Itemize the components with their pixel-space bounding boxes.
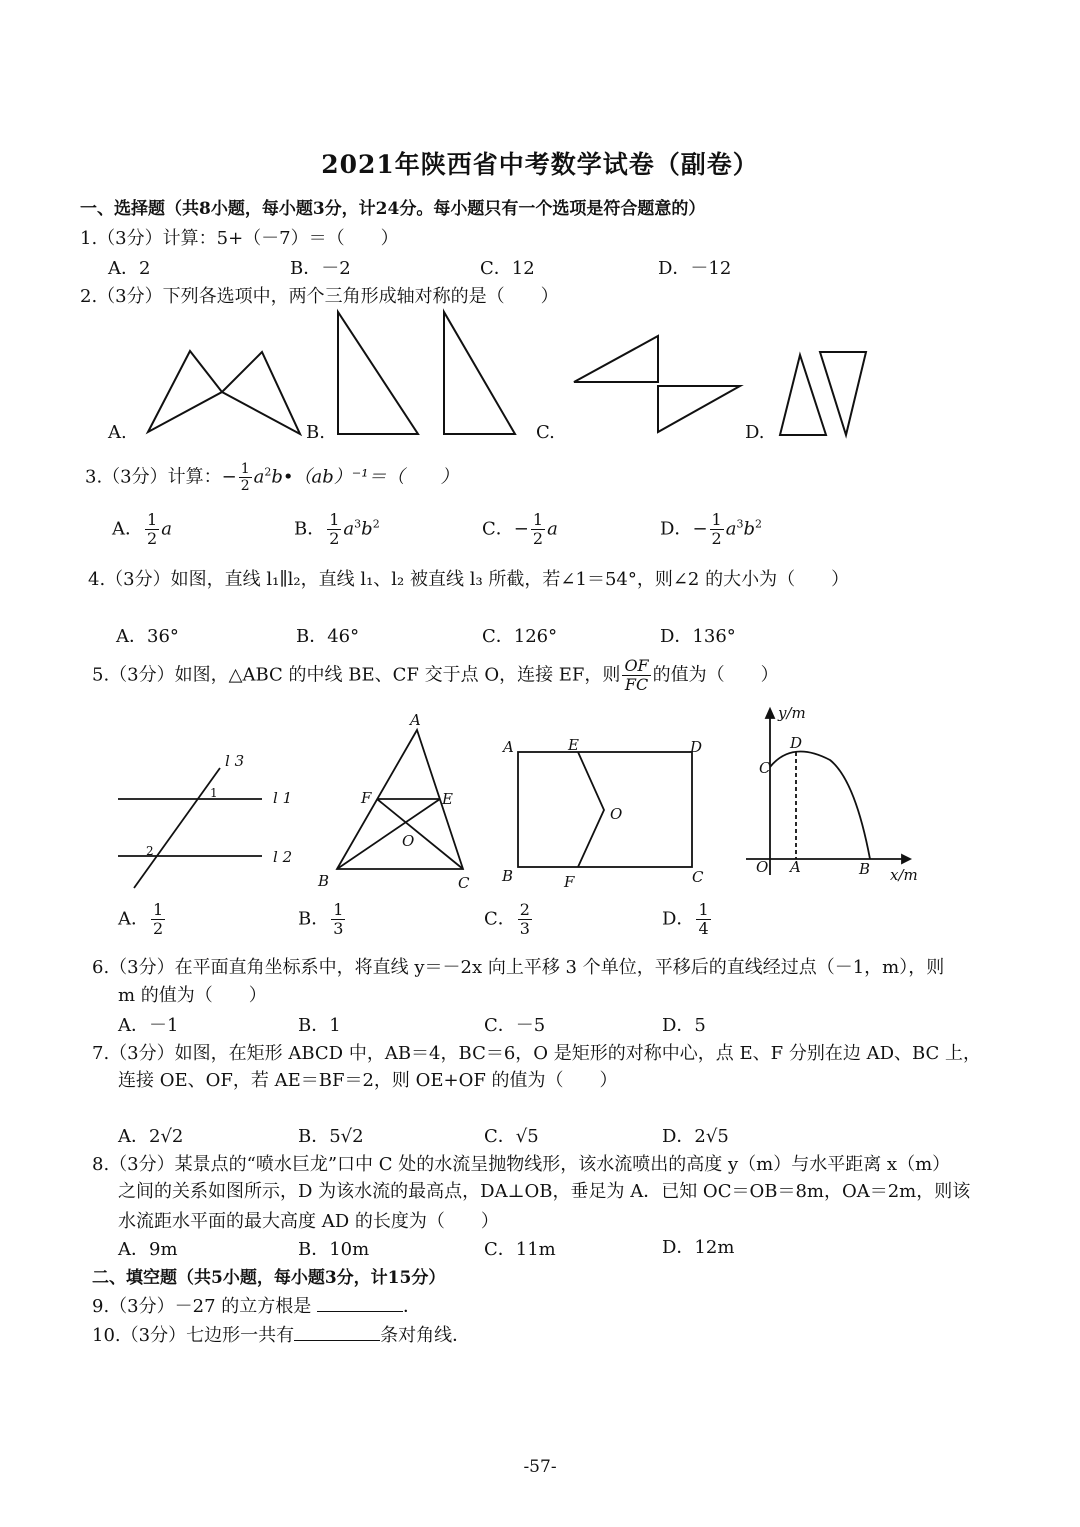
fig4-angle-1: 1 xyxy=(210,786,218,800)
fig5-label-o: O xyxy=(402,832,415,850)
question-6-option-d: D．5 xyxy=(662,1015,706,1036)
question-2-option-b: B. xyxy=(306,422,325,443)
question-8-option-b: B．10m xyxy=(298,1239,370,1260)
question-10-stem: 10.（3分）七边形一共有 xyxy=(92,1325,295,1346)
question-1-stem: 1.（3分）计算：5+（－7）＝（ ） xyxy=(80,228,399,249)
question-9: 9.（3分）－27 的立方根是 ． xyxy=(92,1296,421,1317)
question-6-line-2: m 的值为（ ） xyxy=(118,985,267,1006)
fig5-label-a: A xyxy=(410,711,421,729)
question-4-option-d: D．136° xyxy=(660,626,736,647)
fig8-label-x: x/m xyxy=(890,866,918,884)
fig5-label-f: F xyxy=(361,789,372,807)
question-3-tail: b•（ab）⁻¹＝（ ） xyxy=(271,466,459,488)
question-4-option-b: B．46° xyxy=(296,626,360,647)
fig8-label-b: B xyxy=(859,860,871,878)
question-2-stem: 2.（3分）下列各选项中，两个三角形成轴对称的是（ ） xyxy=(80,286,559,307)
fig7-label-c: C xyxy=(692,868,704,886)
fig-c-upper-triangle xyxy=(574,336,658,382)
question-3-option-b: B． $\frac{1}{2}$ $a^3b^2$ xyxy=(294,510,380,548)
question-1-option-b: B．－2 xyxy=(290,258,351,279)
question-3-option-a: A． $\frac{1}{2}$ a xyxy=(112,510,172,548)
question-8-line-2: 之间的关系如图所示，D 为该水流的最高点，DA⊥OB，垂足为 A．已知 OC＝OB＝8m，OA＝2m，则该 xyxy=(118,1181,971,1202)
question-7-option-d: D．2√5 xyxy=(662,1126,729,1147)
question-3-label: 3.（3分）计算： xyxy=(85,466,222,488)
question-8-line-1: 8.（3分）某景点的“喷水巨龙”口中 C 处的水流呈抛物线形，该水流喷出的高度 y（m）与水平距离 x（m） xyxy=(92,1154,951,1175)
question-4-option-a: A．36° xyxy=(116,626,179,647)
fig5-label-c: C xyxy=(458,874,470,892)
question-3-option-c: C．− $\frac{1}{2}$ a xyxy=(482,510,558,548)
question-7-line-2: 连接 OE、OF，若 AE＝BF＝2，则 OE+OF 的值为（ ） xyxy=(118,1070,618,1091)
fig-b-left-triangle xyxy=(338,312,418,434)
fig-d-left-triangle xyxy=(780,355,826,435)
page-number: -57- xyxy=(523,1457,557,1477)
question-5-option-b: B． $\frac{1}{3}$ xyxy=(298,900,344,938)
fig7-label-o: O xyxy=(610,805,623,823)
question-3-stem: 3.（3分）计算：− $\frac{1}{2}$ $a^2b•(ab)^{-1}=$（ ） xyxy=(85,461,459,494)
fig4-angle-2: 2 xyxy=(146,844,154,858)
question-4-option-c: C．126° xyxy=(482,626,558,647)
question-5-option-c: C． $\frac{2}{3}$ xyxy=(484,900,530,938)
question-2-option-d: D. xyxy=(745,422,765,443)
fig-d-right-triangle xyxy=(820,352,866,435)
fig8-label-y: y/m xyxy=(778,704,806,722)
question-8-line-3: 水流距水平面的最大高度 AD 的长度为（ ） xyxy=(118,1211,499,1232)
question-10: 10.（3分）七边形一共有 条对角线． xyxy=(92,1325,471,1346)
figure-q8-parabola xyxy=(746,709,910,875)
fig-c-lower-triangle xyxy=(658,386,740,432)
question-1-option-a: A．2 xyxy=(108,258,151,279)
figures-row xyxy=(0,705,1080,905)
question-8-option-d: D．12m xyxy=(662,1237,735,1258)
question-7-line-1: 7.（3分）如图，在矩形 ABCD 中，AB＝4，BC＝6，O 是矩形的对称中心，点 E、F 分别在边 AD、BC 上， xyxy=(92,1043,982,1064)
question-1-option-c: C．12 xyxy=(480,258,535,279)
question-2-option-c: C. xyxy=(536,422,555,443)
fig-a-left-triangle xyxy=(148,351,222,432)
fig-b-right-triangle xyxy=(444,312,515,434)
fig7-label-e: E xyxy=(568,736,579,754)
question-10-answer-blank xyxy=(294,1326,380,1341)
question-8-option-c: C．11m xyxy=(484,1239,556,1260)
fig8-label-d: D xyxy=(790,734,803,752)
question-6-option-c: C．－5 xyxy=(484,1015,546,1036)
section-2-heading: 二、填空题（共5小题，每小题3分，计15分） xyxy=(92,1268,446,1288)
fig-a-right-triangle xyxy=(222,352,300,434)
figure-q7-rectangle xyxy=(518,752,692,867)
question-7-option-a: A．2√2 xyxy=(118,1126,184,1147)
question-5-option-a: A． $\frac{1}{2}$ xyxy=(118,900,164,938)
question-6-option-b: B．1 xyxy=(298,1015,341,1036)
question-4-stem: 4.（3分）如图，直线 l₁∥l₂，直线 l₁、l₂ 被直线 l₃ 所截，若∠1＝54°，则∠2 的大小为（ ） xyxy=(88,569,850,590)
page-title: 2021年陕西省中考数学试卷（副卷） xyxy=(321,150,759,179)
question-3-option-d: D．− $\frac{1}{2}$ $a^3b^2$ xyxy=(660,510,762,548)
fig7-label-b: B xyxy=(502,867,514,885)
fig7-label-f: F xyxy=(564,873,575,891)
fig4-label-l1: l 1 xyxy=(273,789,293,807)
question-5-stem: 5.（3分）如图，△ABC 的中线 BE、CF 交于点 O，连接 EF，则 $\frac{OF}{FC}$ 的值为（ ） xyxy=(92,656,779,694)
fig8-label-o: O xyxy=(756,858,769,876)
fig7-label-a: A xyxy=(503,738,514,756)
question-9-answer-blank xyxy=(317,1297,403,1312)
fig8-label-a: A xyxy=(790,858,801,876)
fig4-label-l2: l 2 xyxy=(273,848,293,866)
question-6-line-1: 6.（3分）在平面直角坐标系中，将直线 y＝－2x 向上平移 3 个单位，平移后的直线经过点（－1，m），则 xyxy=(92,957,945,978)
question-3-half: $\frac{1}{2}$ xyxy=(240,461,250,494)
fig5-label-e: E xyxy=(442,790,453,808)
question-9-stem: 9.（3分）－27 的立方根是 xyxy=(92,1296,312,1317)
question-1-option-d: D．－12 xyxy=(658,258,732,279)
question-8-option-a: A．9m xyxy=(118,1239,178,1260)
fig4-label-l3: l 3 xyxy=(225,752,245,770)
question-2-figures xyxy=(0,305,1080,455)
section-1-heading: 一、选择题（共8小题，每小题3分，计24分。每小题只有一个选项是符合题意的） xyxy=(80,199,706,219)
question-5-option-d: D． $\frac{1}{4}$ xyxy=(662,900,709,938)
question-7-option-c: C．√5 xyxy=(484,1126,539,1147)
question-6-option-a: A．－1 xyxy=(118,1015,179,1036)
figure-q4-parallel-lines xyxy=(118,768,262,888)
fig7-label-d: D xyxy=(690,738,703,756)
question-7-option-b: B．5√2 xyxy=(298,1126,364,1147)
fig8-label-c: C xyxy=(759,759,771,777)
question-2-option-a: A. xyxy=(108,422,127,443)
fig5-label-b: B xyxy=(318,872,330,890)
